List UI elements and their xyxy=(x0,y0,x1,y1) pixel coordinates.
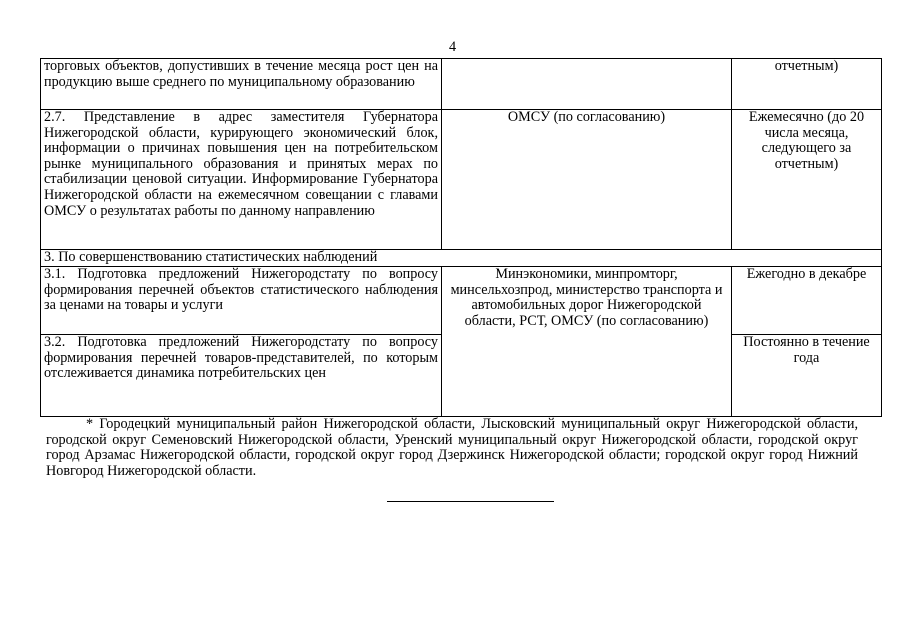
task-cell: 3.1. Подготовка предложений Нижегородстату по вопросу формирования перечней объектов статистического наблюдения за ценами на товары и услуги xyxy=(41,267,442,335)
footnote: * Городецкий муниципальный район Нижегородской области, Лысковский муниципальный округ Нижегородской области, городской округ Семеновский Нижегородской области, Уренский муниципальный округ Нижегородской области, городской округ город Арзамас Нижегородской области, городской округ город Дзержинск Нижегородской области; городской округ город Нижний Новгород Нижегородской области. xyxy=(46,416,858,479)
table-row xyxy=(41,59,882,110)
end-rule xyxy=(387,501,554,502)
task-cell: торговых объектов, допустивших в течение месяца рост цен на продукцию выше среднего по муниципальному образованию xyxy=(41,59,442,110)
table-row xyxy=(41,110,882,250)
term-cell: Постоянно в течение года xyxy=(732,335,882,417)
section-heading: 3. По совершенствованию статистических наблюдений xyxy=(41,250,882,267)
task-cell: 2.7. Представление в адрес заместителя Губернатора Нижегородской области, курирующего экономический блок, информации о причинах повышения цен на потребительском рынке муниципального образования и принятых мерах по стабилизации ценовой ситуации. Информирование Губернатора Нижегородской области на ежемесячном совещании с главами ОМСУ о результатах работы по данному направлению xyxy=(41,110,442,250)
task-cell: 3.2. Подготовка предложений Нижегородстату по вопросу формирования перечней товаров-представителей, по которым отслеживается динамика потребительских цен xyxy=(41,335,442,417)
measures-table xyxy=(40,58,882,417)
term-cell: отчетным) xyxy=(732,59,882,110)
term-cell: Ежегодно в декабре xyxy=(732,267,882,335)
executor-cell xyxy=(442,59,732,110)
term-cell: Ежемесячно (до 20 числа месяца, следующего за отчетным) xyxy=(732,110,882,250)
table-row xyxy=(41,267,882,335)
executor-cell: ОМСУ (по согласованию) xyxy=(442,110,732,250)
section-row xyxy=(41,250,882,267)
executor-cell: Минэкономики, минпромторг, минсельхозпрод, министерство транспорта и автомобильных дорог Нижегородской области, РСТ, ОМСУ (по согласованию) xyxy=(442,267,732,417)
page-number: 4 xyxy=(448,39,457,55)
